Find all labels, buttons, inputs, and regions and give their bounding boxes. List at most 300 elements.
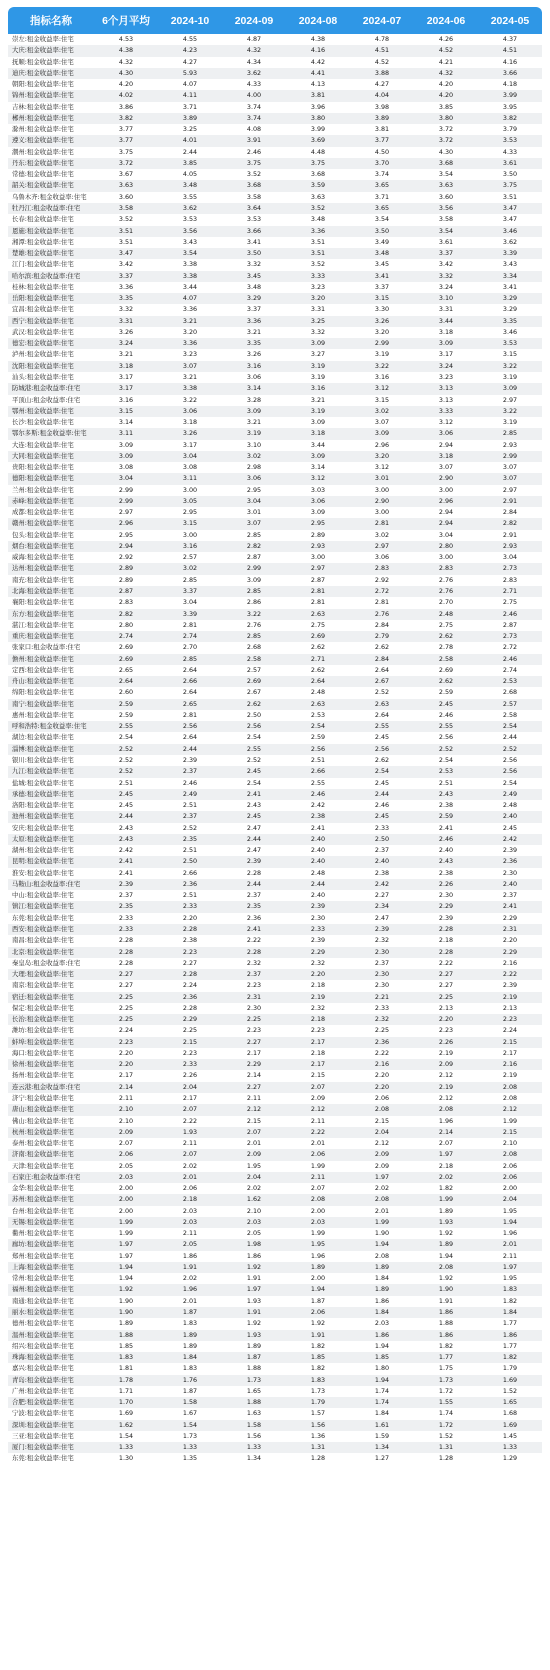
row-value-cell: 3.09: [118, 440, 134, 449]
row-value-cell: 4.27: [182, 57, 198, 66]
row-value-cell: 3.85: [182, 158, 198, 167]
row-indicator-name: 长治:租金收益率:住宅: [12, 1015, 74, 1024]
row-value-cell: 2.33: [118, 913, 134, 922]
row-value-cell: 2.38: [438, 868, 454, 877]
row-value-cell: 3.80: [310, 113, 326, 122]
row-value-cell: 2.40: [310, 857, 326, 866]
row-indicator-name: 平顶山:租金收益率:住宅: [12, 395, 81, 404]
row-value-cell: 2.09: [310, 1093, 326, 1102]
row-value-cell: 2.35: [118, 902, 134, 911]
row-value-cell: 2.08: [374, 1105, 390, 1114]
table-row: [8, 1183, 542, 1194]
row-value-cell: 2.50: [182, 857, 198, 866]
table-row: [8, 1408, 542, 1419]
row-value-cell: 2.56: [502, 767, 518, 776]
table-row: [8, 1375, 542, 1386]
row-value-cell: 3.22: [182, 395, 198, 404]
row-value-cell: 2.23: [246, 981, 262, 990]
row-value-cell: 2.99: [118, 496, 134, 505]
row-value-cell: 3.26: [374, 316, 390, 325]
row-value-cell: 2.53: [438, 767, 454, 776]
row-value-cell: 1.65: [502, 1398, 518, 1407]
row-value-cell: 1.96: [438, 1116, 454, 1125]
row-value-cell: 3.24: [438, 282, 454, 291]
row-indicator-name: 锦州:租金收益率:住宅: [12, 91, 74, 100]
row-value-cell: 2.37: [182, 767, 198, 776]
row-value-cell: 3.38: [182, 260, 198, 269]
row-value-cell: 3.16: [374, 372, 390, 381]
row-value-cell: 2.78: [438, 643, 454, 652]
row-value-cell: 1.77: [438, 1353, 454, 1362]
row-value-cell: 2.27: [182, 958, 198, 967]
row-value-cell: 3.41: [502, 282, 518, 291]
row-value-cell: 3.99: [310, 125, 326, 134]
table-row: [8, 721, 542, 732]
row-value-cell: 4.21: [438, 57, 454, 66]
row-value-cell: 3.81: [310, 91, 326, 100]
row-value-cell: 2.29: [182, 1015, 198, 1024]
row-value-cell: 2.07: [182, 1150, 198, 1159]
row-value-cell: 4.11: [182, 91, 198, 100]
row-value-cell: 2.59: [310, 733, 326, 742]
row-value-cell: 2.38: [310, 812, 326, 821]
row-value-cell: 1.89: [438, 1240, 454, 1249]
table-row: [8, 90, 542, 101]
row-value-cell: 2.10: [246, 1206, 262, 1215]
row-value-cell: 2.97: [118, 508, 134, 517]
row-value-cell: 3.15: [118, 406, 134, 415]
row-value-cell: 2.15: [502, 1037, 518, 1046]
row-value-cell: 1.91: [438, 1296, 454, 1305]
row-value-cell: 2.81: [374, 519, 390, 528]
row-value-cell: 3.61: [438, 237, 454, 246]
row-value-cell: 3.00: [438, 553, 454, 562]
row-value-cell: 3.48: [246, 282, 262, 291]
row-value-cell: 2.85: [182, 654, 198, 663]
row-value-cell: 3.07: [502, 474, 518, 483]
row-value-cell: 2.64: [310, 677, 326, 686]
row-indicator-name: 遵义:租金收益率:住宅: [12, 136, 74, 145]
row-indicator-name: 海口:租金收益率:住宅: [12, 1048, 74, 1057]
row-value-cell: 3.04: [502, 553, 518, 562]
row-value-cell: 3.07: [438, 463, 454, 472]
row-value-cell: 4.18: [502, 80, 518, 89]
row-value-cell: 2.76: [374, 609, 390, 618]
row-value-cell: 3.22: [374, 361, 390, 370]
row-value-cell: 3.75: [502, 181, 518, 190]
header-2024-08: 2024-08: [298, 14, 338, 27]
row-value-cell: 4.52: [374, 57, 390, 66]
row-value-cell: 2.19: [438, 1048, 454, 1057]
table-row: [8, 1037, 542, 1048]
row-value-cell: 3.37: [246, 305, 262, 314]
row-indicator-name: 湛江:租金收益率:住宅: [12, 620, 74, 629]
row-value-cell: 2.58: [246, 654, 262, 663]
row-value-cell: 2.66: [182, 677, 198, 686]
row-value-cell: 2.46: [246, 147, 262, 156]
row-value-cell: 2.39: [502, 981, 518, 990]
row-value-cell: 3.54: [182, 249, 198, 258]
row-value-cell: 2.42: [502, 834, 518, 843]
row-value-cell: 3.06: [310, 496, 326, 505]
row-value-cell: 1.78: [118, 1375, 134, 1384]
row-value-cell: 2.89: [118, 575, 134, 584]
row-value-cell: 2.08: [374, 1251, 390, 1260]
row-value-cell: 3.48: [310, 215, 326, 224]
row-indicator-name: 德宏:租金收益率:住宅: [12, 339, 74, 348]
row-value-cell: 3.82: [502, 113, 518, 122]
row-value-cell: 3.32: [246, 260, 262, 269]
row-value-cell: 1.72: [438, 1420, 454, 1429]
row-value-cell: 2.25: [118, 992, 134, 1001]
table-row: [8, 440, 542, 451]
row-value-cell: 2.43: [438, 789, 454, 798]
row-value-cell: 1.70: [118, 1398, 134, 1407]
row-value-cell: 2.15: [182, 1037, 198, 1046]
header-2024-07: 2024-07: [362, 14, 402, 27]
header-2024-09: 2024-09: [234, 14, 274, 27]
row-indicator-name: 东莞:租金收益率:住宅: [12, 1454, 74, 1463]
row-value-cell: 2.39: [438, 913, 454, 922]
row-value-cell: 2.62: [310, 665, 326, 674]
row-value-cell: 3.31: [310, 305, 326, 314]
row-indicator-name: 盐城:租金收益率:住宅: [12, 778, 74, 787]
row-value-cell: 2.25: [374, 1026, 390, 1035]
row-value-cell: 4.30: [118, 68, 134, 77]
table-row: [8, 1070, 542, 1081]
row-value-cell: 1.82: [502, 1353, 518, 1362]
table-row: [8, 395, 542, 406]
row-value-cell: 2.06: [374, 1093, 390, 1102]
row-value-cell: 2.33: [310, 924, 326, 933]
row-value-cell: 2.81: [374, 598, 390, 607]
row-value-cell: 3.45: [374, 260, 390, 269]
row-value-cell: 3.54: [374, 215, 390, 224]
table-row: [8, 1442, 542, 1453]
row-value-cell: 3.58: [438, 215, 454, 224]
row-value-cell: 3.74: [374, 170, 390, 179]
row-value-cell: 4.51: [374, 46, 390, 55]
row-value-cell: 2.15: [374, 1116, 390, 1125]
row-value-cell: 2.35: [182, 834, 198, 843]
row-value-cell: 3.68: [438, 158, 454, 167]
row-value-cell: 3.18: [118, 361, 134, 370]
row-value-cell: 3.15: [182, 519, 198, 528]
row-value-cell: 2.64: [182, 688, 198, 697]
row-value-cell: 2.36: [246, 913, 262, 922]
row-value-cell: 3.37: [118, 271, 134, 280]
row-value-cell: 2.84: [502, 508, 518, 517]
row-value-cell: 2.40: [502, 879, 518, 888]
row-indicator-name: 唐山:租金收益率:住宅: [12, 1105, 74, 1114]
row-value-cell: 3.04: [182, 598, 198, 607]
row-value-cell: 2.33: [118, 924, 134, 933]
row-value-cell: 2.01: [182, 1172, 198, 1181]
row-value-cell: 3.18: [438, 451, 454, 460]
row-value-cell: 2.70: [438, 598, 454, 607]
row-value-cell: 2.43: [118, 834, 134, 843]
row-value-cell: 3.41: [374, 271, 390, 280]
row-value-cell: 2.00: [310, 1274, 326, 1283]
table-row: [8, 45, 542, 56]
row-value-cell: 2.82: [246, 541, 262, 550]
row-value-cell: 3.27: [310, 350, 326, 359]
row-value-cell: 1.62: [118, 1420, 134, 1429]
row-value-cell: 3.59: [310, 181, 326, 190]
row-indicator-name: 南宁:租金收益率:住宅: [12, 699, 74, 708]
row-value-cell: 1.95: [246, 1161, 262, 1170]
row-value-cell: 2.93: [502, 541, 518, 550]
row-value-cell: 1.90: [118, 1308, 134, 1317]
table-row: [8, 282, 542, 293]
table-row: [8, 1228, 542, 1239]
row-value-cell: 2.87: [118, 587, 134, 596]
row-value-cell: 3.18: [310, 429, 326, 438]
table-row: [8, 1206, 542, 1217]
row-value-cell: 3.67: [118, 170, 134, 179]
row-value-cell: 2.25: [246, 1015, 262, 1024]
row-value-cell: 2.23: [182, 947, 198, 956]
row-value-cell: 2.47: [374, 913, 390, 922]
row-value-cell: 2.51: [182, 891, 198, 900]
row-value-cell: 3.77: [118, 125, 134, 134]
row-value-cell: 1.57: [310, 1409, 326, 1418]
table-row: [8, 203, 542, 214]
row-value-cell: 2.58: [438, 654, 454, 663]
row-indicator-name: 宁波:租金收益率:住宅: [12, 1409, 74, 1418]
row-value-cell: 3.44: [182, 282, 198, 291]
row-value-cell: 3.44: [310, 440, 326, 449]
row-value-cell: 2.80: [438, 541, 454, 550]
row-value-cell: 2.37: [374, 958, 390, 967]
row-value-cell: 2.63: [310, 609, 326, 618]
table-row: [8, 834, 542, 845]
row-value-cell: 2.39: [118, 879, 134, 888]
row-value-cell: 2.39: [246, 857, 262, 866]
row-value-cell: 3.17: [182, 440, 198, 449]
row-value-cell: 1.69: [502, 1375, 518, 1384]
table-row: [8, 924, 542, 935]
row-value-cell: 3.31: [118, 316, 134, 325]
row-value-cell: 2.91: [502, 530, 518, 539]
row-value-cell: 3.12: [374, 463, 390, 472]
row-value-cell: 2.22: [246, 936, 262, 945]
row-value-cell: 3.81: [374, 125, 390, 134]
row-value-cell: 2.30: [502, 868, 518, 877]
row-value-cell: 2.36: [182, 879, 198, 888]
row-value-cell: 4.20: [438, 80, 454, 89]
row-value-cell: 2.06: [310, 1150, 326, 1159]
row-value-cell: 2.25: [118, 1015, 134, 1024]
row-value-cell: 2.09: [118, 1127, 134, 1136]
row-value-cell: 2.30: [374, 981, 390, 990]
row-value-cell: 2.16: [374, 1060, 390, 1069]
row-indicator-name: 扬州:租金收益率:住宅: [12, 1071, 74, 1080]
row-value-cell: 1.83: [310, 1375, 326, 1384]
row-value-cell: 2.43: [118, 823, 134, 832]
row-indicator-name: 定西:租金收益率:住宅: [12, 665, 74, 674]
header-2024-05: 2024-05: [490, 14, 530, 27]
row-value-cell: 2.46: [502, 609, 518, 618]
row-value-cell: 1.92: [118, 1285, 134, 1294]
row-value-cell: 2.33: [374, 1003, 390, 1012]
row-indicator-name: 汕头:租金收益率:住宅: [12, 372, 74, 381]
table-row: [8, 1082, 542, 1093]
row-value-cell: 1.91: [246, 1274, 262, 1283]
row-indicator-name: 济宁:租金收益率:住宅: [12, 1093, 74, 1102]
table-row: [8, 113, 542, 124]
row-value-cell: 3.04: [246, 496, 262, 505]
row-value-cell: 1.72: [438, 1386, 454, 1395]
row-value-cell: 2.01: [310, 1139, 326, 1148]
row-value-cell: 2.19: [438, 1082, 454, 1091]
row-value-cell: 4.26: [438, 35, 454, 43]
header-6-month-avg: 6个月平均: [102, 15, 150, 27]
row-value-cell: 2.19: [502, 1071, 518, 1080]
row-value-cell: 2.08: [438, 1262, 454, 1271]
table-row: [8, 1420, 542, 1431]
row-value-cell: 1.92: [438, 1229, 454, 1238]
row-value-cell: 2.03: [374, 1319, 390, 1328]
table-row: [8, 68, 542, 79]
row-value-cell: 2.07: [310, 1082, 326, 1091]
row-value-cell: 4.48: [310, 147, 326, 156]
row-value-cell: 2.30: [374, 947, 390, 956]
row-value-cell: 3.32: [310, 327, 326, 336]
row-value-cell: 2.53: [502, 677, 518, 686]
row-value-cell: 2.01: [182, 1296, 198, 1305]
row-value-cell: 1.86: [502, 1330, 518, 1339]
row-value-cell: 2.41: [438, 823, 454, 832]
row-value-cell: 3.51: [502, 192, 518, 201]
row-value-cell: 3.66: [246, 226, 262, 235]
row-value-cell: 2.95: [310, 519, 326, 528]
row-value-cell: 1.84: [374, 1274, 390, 1283]
row-indicator-name: 滁州:租金收益率:住宅: [12, 125, 74, 134]
row-value-cell: 1.91: [246, 1308, 262, 1317]
row-value-cell: 2.90: [374, 496, 390, 505]
row-value-cell: 2.03: [118, 1172, 134, 1181]
row-value-cell: 3.12: [438, 418, 454, 427]
row-value-cell: 3.23: [310, 282, 326, 291]
row-value-cell: 4.20: [118, 80, 134, 89]
row-value-cell: 3.01: [246, 508, 262, 517]
table-row: [8, 1138, 542, 1149]
table-row: [8, 969, 542, 980]
row-value-cell: 1.94: [438, 1251, 454, 1260]
table-row: [8, 1104, 542, 1115]
row-value-cell: 2.29: [246, 1060, 262, 1069]
row-value-cell: 4.33: [502, 147, 518, 156]
row-value-cell: 2.11: [502, 1251, 518, 1260]
row-value-cell: 3.02: [246, 451, 262, 460]
row-value-cell: 2.28: [438, 924, 454, 933]
row-value-cell: 2.38: [182, 936, 198, 945]
row-value-cell: 2.69: [246, 677, 262, 686]
table-row: [8, 1116, 542, 1127]
row-value-cell: 2.03: [182, 1206, 198, 1215]
row-value-cell: 3.08: [182, 463, 198, 472]
row-value-cell: 1.69: [118, 1409, 134, 1418]
row-value-cell: 2.19: [502, 992, 518, 1001]
row-indicator-name: 广州:租金收益率:住宅: [12, 1386, 74, 1395]
row-indicator-name: 佛山:租金收益率:住宅: [12, 1116, 74, 1125]
row-value-cell: 2.64: [118, 677, 134, 686]
row-indicator-name: 淄博:租金收益率:住宅: [12, 744, 74, 753]
row-value-cell: 3.33: [438, 406, 454, 415]
row-value-cell: 2.54: [246, 778, 262, 787]
row-value-cell: 1.89: [374, 1262, 390, 1271]
row-value-cell: 4.53: [118, 35, 134, 43]
row-indicator-name: 嘉兴:租金收益率:住宅: [12, 1364, 74, 1373]
row-value-cell: 3.51: [310, 249, 326, 258]
row-value-cell: 2.31: [502, 924, 518, 933]
row-value-cell: 2.17: [182, 1093, 198, 1102]
row-value-cell: 1.87: [310, 1296, 326, 1305]
row-value-cell: 2.18: [310, 1015, 326, 1024]
row-value-cell: 1.89: [182, 1341, 198, 1350]
row-value-cell: 2.96: [438, 496, 454, 505]
row-value-cell: 2.10: [502, 1139, 518, 1148]
row-value-cell: 2.67: [246, 688, 262, 697]
row-value-cell: 1.52: [502, 1386, 518, 1395]
row-value-cell: 2.00: [118, 1184, 134, 1193]
row-value-cell: 2.95: [118, 530, 134, 539]
row-value-cell: 1.79: [310, 1398, 326, 1407]
row-indicator-name: 济南:租金收益率:住宅: [12, 1150, 74, 1159]
row-value-cell: 2.92: [118, 553, 134, 562]
row-value-cell: 3.25: [310, 316, 326, 325]
table-row: [8, 1161, 542, 1172]
row-value-cell: 3.09: [310, 508, 326, 517]
row-value-cell: 3.19: [502, 372, 518, 381]
table-row: [8, 349, 542, 360]
row-value-cell: 2.56: [374, 744, 390, 753]
row-value-cell: 2.96: [118, 519, 134, 528]
row-value-cell: 2.93: [502, 440, 518, 449]
row-value-cell: 2.36: [374, 1037, 390, 1046]
row-indicator-name: 三亚:租金收益率:住宅: [12, 1431, 74, 1440]
row-value-cell: 2.94: [118, 541, 134, 550]
row-value-cell: 1.34: [374, 1443, 390, 1452]
row-value-cell: 2.50: [374, 834, 390, 843]
row-value-cell: 2.51: [118, 778, 134, 787]
row-indicator-name: 绵阳:租金收益率:住宅: [12, 688, 74, 697]
row-indicator-name: 无锡:租金收益率:住宅: [12, 1217, 74, 1226]
row-value-cell: 2.06: [310, 1308, 326, 1317]
row-value-cell: 2.55: [246, 744, 262, 753]
row-value-cell: 2.06: [182, 1184, 198, 1193]
row-value-cell: 2.13: [502, 1003, 518, 1012]
row-value-cell: 2.29: [438, 902, 454, 911]
row-value-cell: 2.72: [502, 643, 518, 652]
row-value-cell: 2.28: [246, 868, 262, 877]
row-value-cell: 4.38: [118, 46, 134, 55]
row-value-cell: 1.82: [438, 1341, 454, 1350]
row-value-cell: 3.36: [182, 305, 198, 314]
row-value-cell: 2.12: [438, 1093, 454, 1102]
row-indicator-name: 深圳:租金收益率:住宅: [12, 1420, 74, 1429]
row-value-cell: 3.21: [310, 395, 326, 404]
row-value-cell: 1.88: [246, 1364, 262, 1373]
row-value-cell: 3.20: [374, 327, 390, 336]
row-value-cell: 2.44: [502, 733, 518, 742]
row-value-cell: 2.40: [310, 834, 326, 843]
row-value-cell: 1.56: [246, 1431, 262, 1440]
table-row: [8, 800, 542, 811]
row-value-cell: 2.17: [310, 1060, 326, 1069]
table-row: [8, 1352, 542, 1363]
